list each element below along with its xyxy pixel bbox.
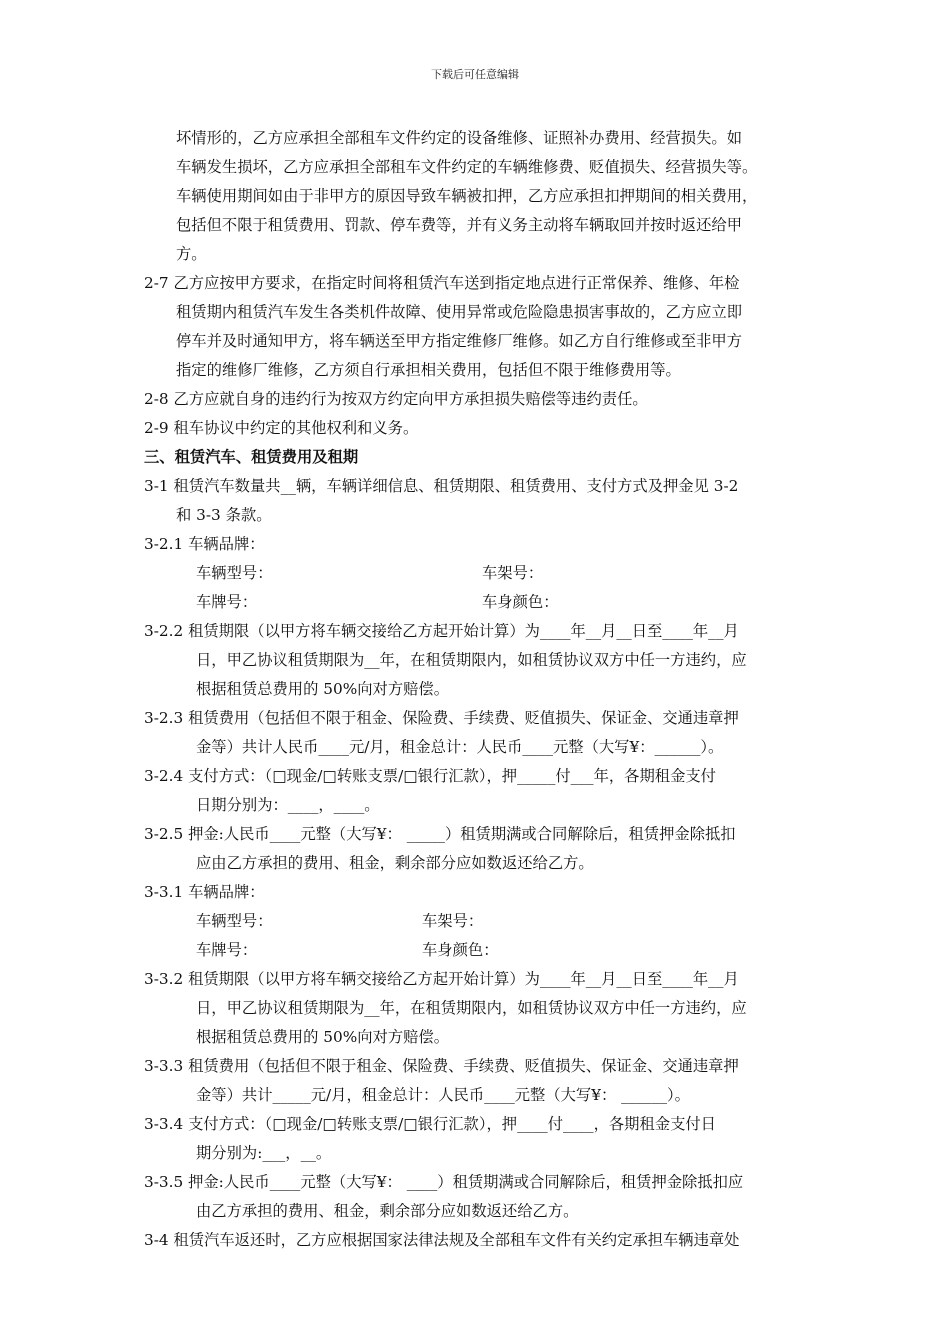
- clause-line: 3-3.2 租赁期限（以甲方将车辆交接给乙方起开始计算）为____年__月__日至____年__月: [144, 970, 739, 988]
- clause-line: 2-7 乙方应按甲方要求，在指定时间将租赁汽车送到指定地点进行正常保养、维修、年检: [144, 274, 740, 292]
- clause-line: 3-3.3 租赁费用（包括但不限于租金、保险费、手续费、贬值损失、保证金、交通违章押: [144, 1057, 739, 1075]
- clause-line: 3-1 租赁汽车数量共__辆，车辆详细信息、租赁期限、租赁费用、支付方式及押金见 3-2: [144, 477, 739, 495]
- clause-line: 3-4 租赁汽车返还时，乙方应根据国家法律法规及全部租车文件有关约定承担车辆违章处: [144, 1231, 740, 1249]
- paragraph-line: 应由乙方承担的费用、租金，剩余部分应如数返还给乙方。: [196, 854, 594, 872]
- field-label: 车身颜色：: [422, 941, 499, 959]
- page-header: 下载后可任意编辑: [431, 68, 519, 81]
- clause-line: 3-2.5 押金:人民币____元整（大写¥： _____）租赁期满或合同解除后，租赁押金除抵扣: [144, 825, 736, 843]
- paragraph-line: 金等）共计_____元/月，租金总计：人民币____元整（大写¥： ______）。: [196, 1086, 690, 1104]
- field-label: 车身颜色：: [482, 593, 559, 611]
- paragraph-line: 坏情形的，乙方应承担全部租车文件约定的设备维修、证照补办费用、经营损失。如: [176, 129, 742, 147]
- paragraph-line: 由乙方承担的费用、租金，剩余部分应如数返还给乙方。: [196, 1202, 579, 1220]
- paragraph-line: 车辆使用期间如由于非甲方的原因导致车辆被扣押，乙方应承担扣押期间的相关费用，: [176, 187, 758, 205]
- paragraph-line: 指定的维修厂维修，乙方须自行承担相关费用，包括但不限于维修费用等。: [176, 361, 681, 379]
- clause-line: 3-3.4 支付方式：（□现金/□转账支票/□银行汇款），押____付____，各期租金支付日: [144, 1115, 716, 1133]
- vehicle-field-row: [144, 588, 814, 617]
- paragraph-line: 和 3-3 条款。: [176, 506, 272, 524]
- clause-line: 3-2.2 租赁期限（以甲方将车辆交接给乙方起开始计算）为____年__月__日至____年__月: [144, 622, 739, 640]
- paragraph-line: 根据租赁总费用的 50%向对方赔偿。: [196, 1028, 450, 1046]
- section-heading: 三、租赁汽车、租赁费用及租期: [144, 448, 359, 466]
- field-label: 车架号：: [482, 564, 544, 582]
- paragraph-line: 车辆发生损坏，乙方应承担全部租车文件约定的车辆维修费、贬值损失、经营损失等。: [176, 158, 758, 176]
- field-label: 车架号：: [422, 912, 484, 930]
- clause-line: 3-3.1 车辆品牌：: [144, 883, 265, 901]
- paragraph-line: 日期分别为：____，____。: [196, 796, 380, 814]
- clause-line: 3-3.5 押金:人民币____元整（大写¥： ____）租赁期满或合同解除后，租赁押金除抵扣应: [144, 1173, 744, 1191]
- clause-line: 2-8 乙方应就自身的违约行为按双方约定向甲方承担损失赔偿等违约责任。: [144, 390, 648, 408]
- paragraph-line: 日，甲乙协议租赁期限为__年，在租赁期限内，如租赁协议双方中任一方违约，应: [196, 999, 747, 1017]
- paragraph-line: 金等）共计人民币____元/月，租金总计：人民币____元整（大写¥：______）。: [196, 738, 724, 756]
- paragraph-line: 租赁期内租赁汽车发生各类机件故障、使用异常或危险隐患损害事故的，乙方应立即: [176, 303, 742, 321]
- field-label: 车辆型号：: [196, 564, 273, 582]
- vehicle-field-row: [144, 559, 814, 588]
- paragraph-line: 方。: [176, 245, 207, 263]
- field-label: 车牌号：: [196, 593, 258, 611]
- field-label: 车辆型号：: [196, 912, 273, 930]
- paragraph-line: 根据租赁总费用的 50%向对方赔偿。: [196, 680, 450, 698]
- clause-line: 3-2.4 支付方式：（□现金/□转账支票/□银行汇款），押_____付___年，各期租金支付: [144, 767, 716, 785]
- paragraph-line: 日，甲乙协议租赁期限为__年，在租赁期限内，如租赁协议双方中任一方违约，应: [196, 651, 747, 669]
- clause-line: 3-2.3 租赁费用（包括但不限于租金、保险费、手续费、贬值损失、保证金、交通违章押: [144, 709, 739, 727]
- field-label: 车牌号：: [196, 941, 258, 959]
- vehicle-field-row: [144, 936, 814, 965]
- clause-line: 2-9 租车协议中约定的其他权利和义务。: [144, 419, 419, 437]
- paragraph-line: 停车并及时通知甲方，将车辆送至甲方指定维修厂维修。如乙方自行维修或至非甲方: [176, 332, 742, 350]
- clause-line: 3-2.1 车辆品牌：: [144, 535, 265, 553]
- document-body: [144, 124, 814, 1255]
- vehicle-field-row: [144, 907, 814, 936]
- paragraph-line: 包括但不限于租赁费用、罚款、停车费等，并有义务主动将车辆取回并按时返还给甲: [176, 216, 742, 234]
- paragraph-line: 期分别为:___，__。: [196, 1144, 332, 1162]
